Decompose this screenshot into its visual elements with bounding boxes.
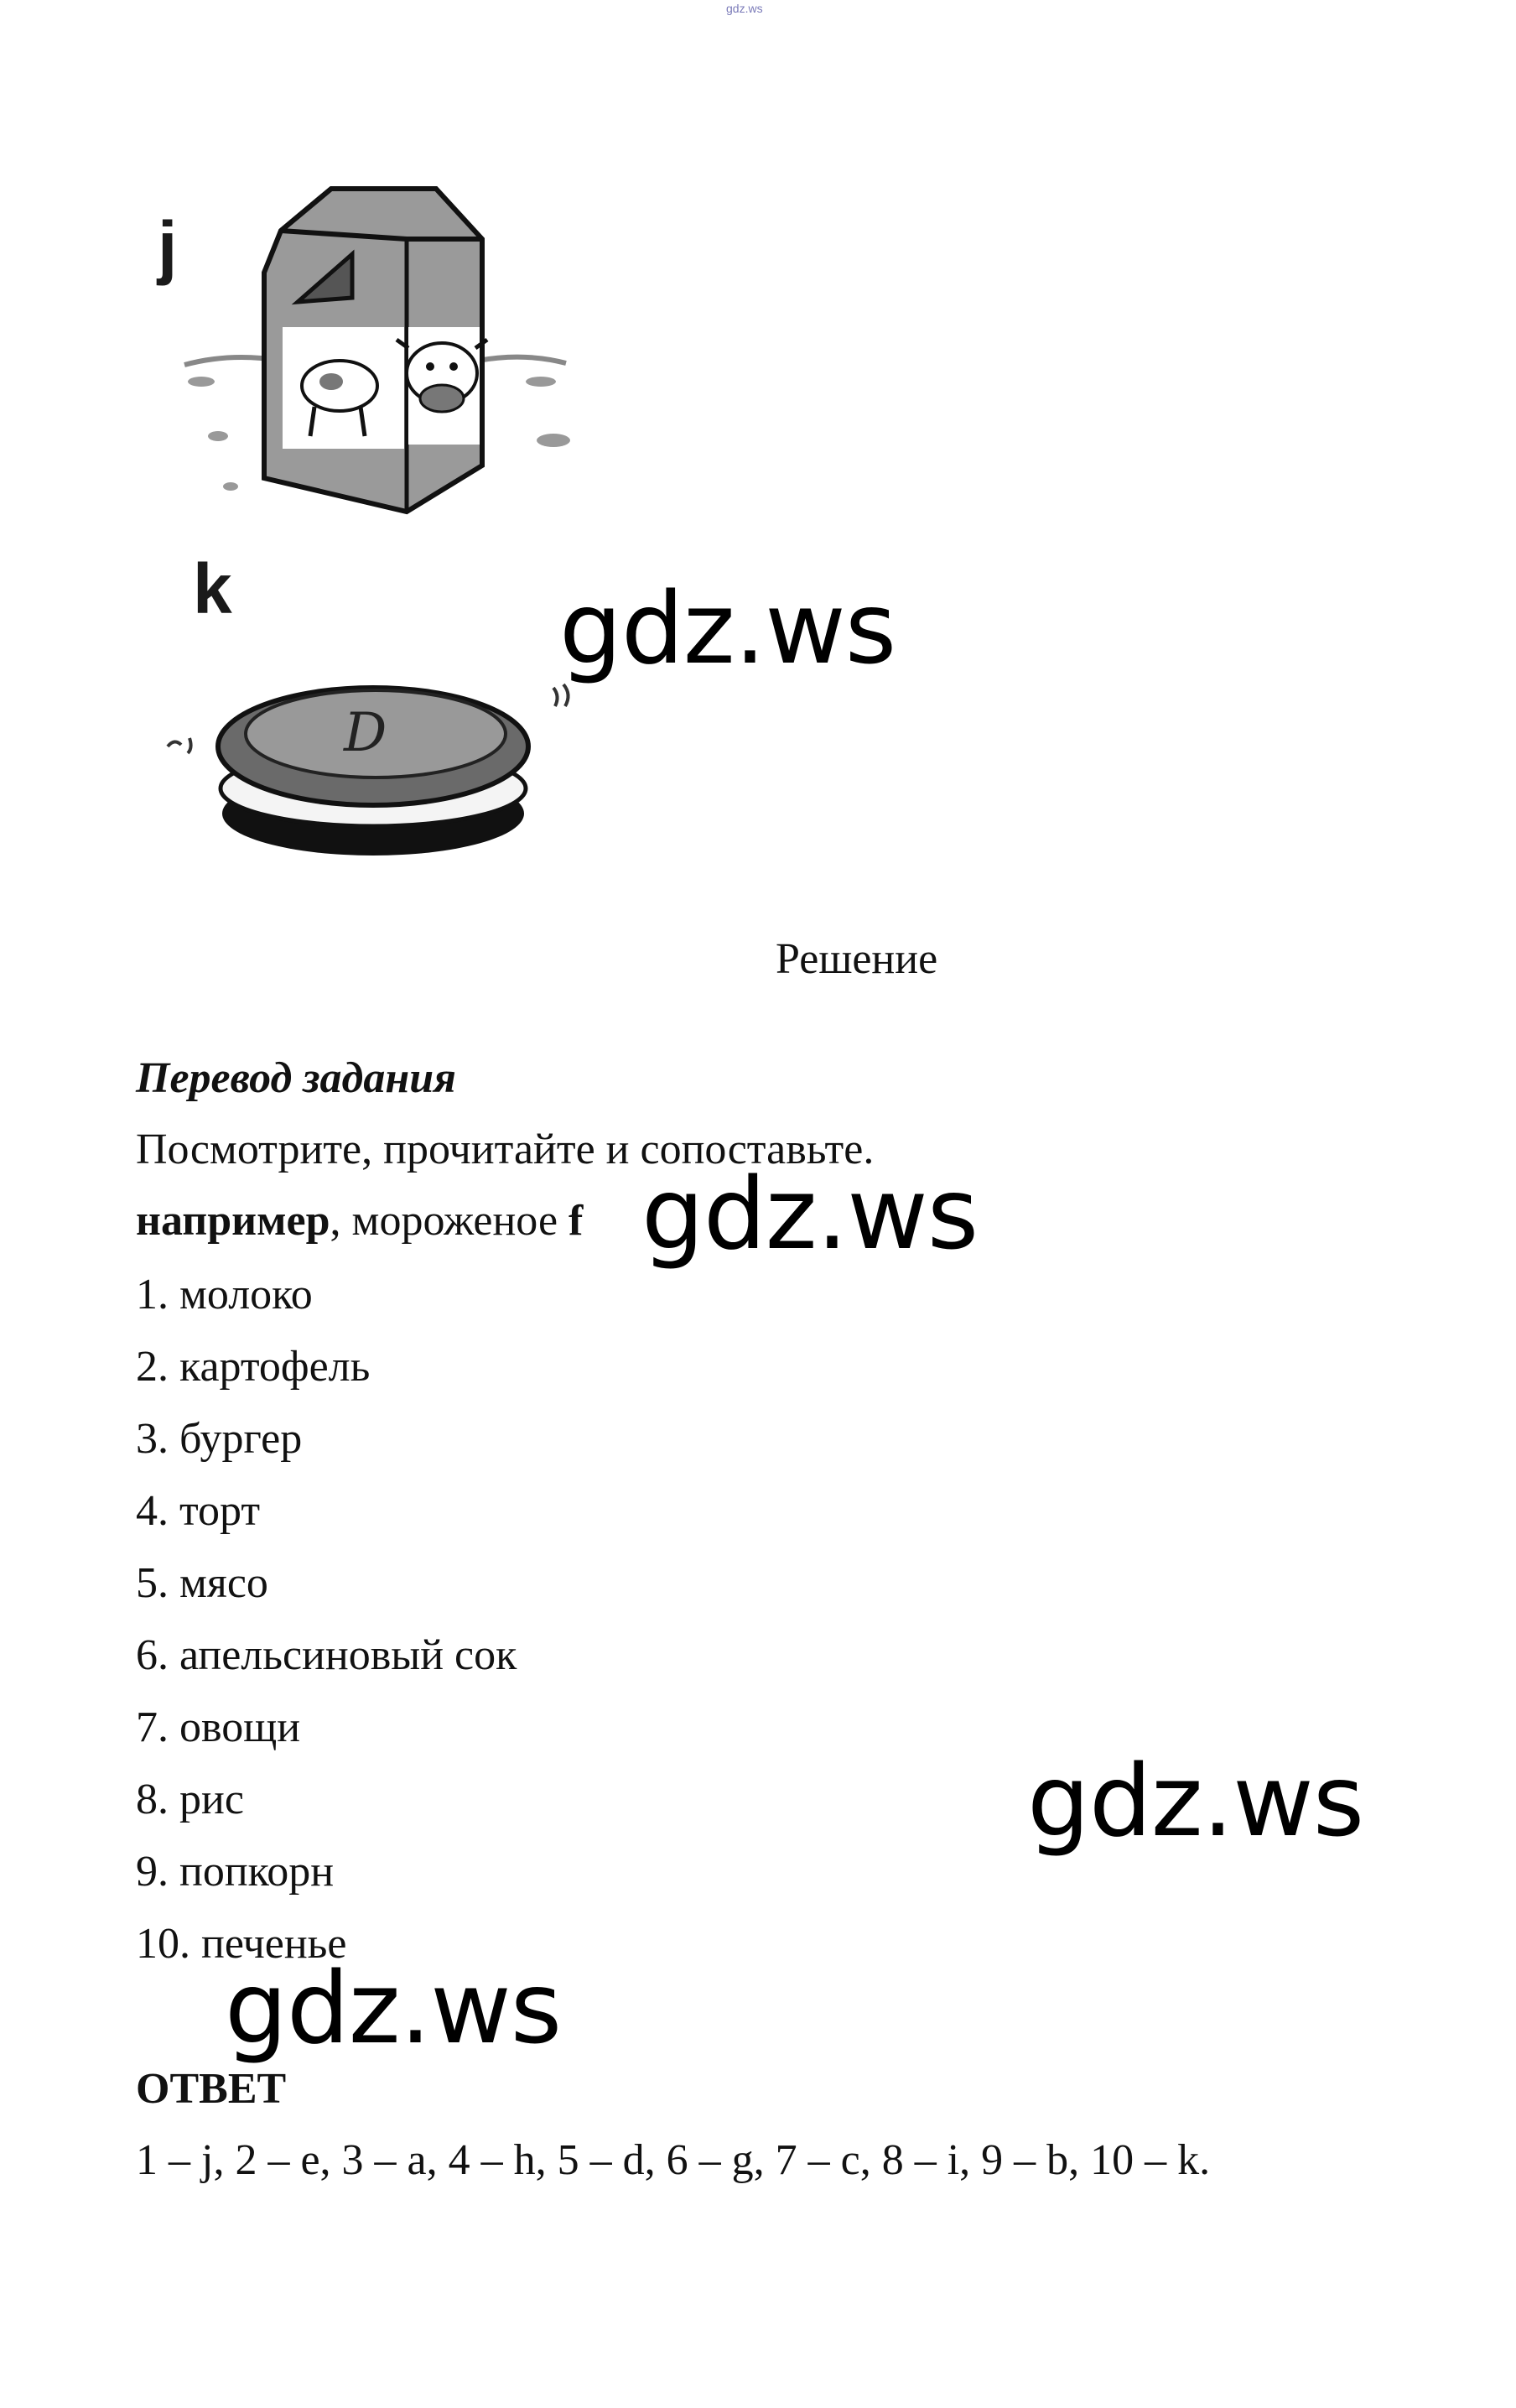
list-item: 4. торт xyxy=(136,1487,261,1535)
translation-instruction: Посмотрите, прочитайте и сопоставьте. xyxy=(136,1126,875,1173)
example-text: , мороженое xyxy=(330,1197,569,1245)
list-item: 9. попкорн xyxy=(136,1848,335,1896)
figure-letter-k: k xyxy=(193,549,232,628)
watermark: gdz.ws xyxy=(641,1156,979,1272)
translation-heading: Перевод задания xyxy=(136,1054,456,1102)
watermark: gdz.ws xyxy=(1027,1743,1364,1859)
list-item: 7. овощи xyxy=(136,1703,301,1751)
watermark: gdz.ws xyxy=(559,570,896,686)
section-title: Решение xyxy=(776,935,938,983)
answer-heading: ОТВЕТ xyxy=(136,2065,287,2113)
svg-text:D: D xyxy=(344,702,387,764)
list-item: 5. мясо xyxy=(136,1559,268,1607)
biscuit-image xyxy=(159,654,579,872)
figure-letter-j: j xyxy=(158,207,178,286)
milk-carton-image xyxy=(180,180,574,516)
list-item: 3. бургер xyxy=(136,1415,303,1463)
example-line xyxy=(136,1199,583,1243)
site-mark: gdz.ws xyxy=(726,2,763,15)
list-item: 10. печенье xyxy=(136,1920,347,1968)
example-label: например xyxy=(136,1197,330,1245)
list-item: 6. апельсиновый сок xyxy=(136,1631,517,1679)
list-item: 1. молоко xyxy=(136,1271,313,1318)
watermark: gdz.ws xyxy=(225,1950,562,2066)
list-item: 2. картофель xyxy=(136,1343,371,1391)
example-answer: f xyxy=(568,1197,584,1245)
list-item: 8. рис xyxy=(136,1776,244,1823)
answer-text: 1 – j, 2 – e, 3 – a, 4 – h, 5 – d, 6 – g, 7 – c, 8 – i, 9 – b, 10 – k. xyxy=(136,2136,1211,2184)
